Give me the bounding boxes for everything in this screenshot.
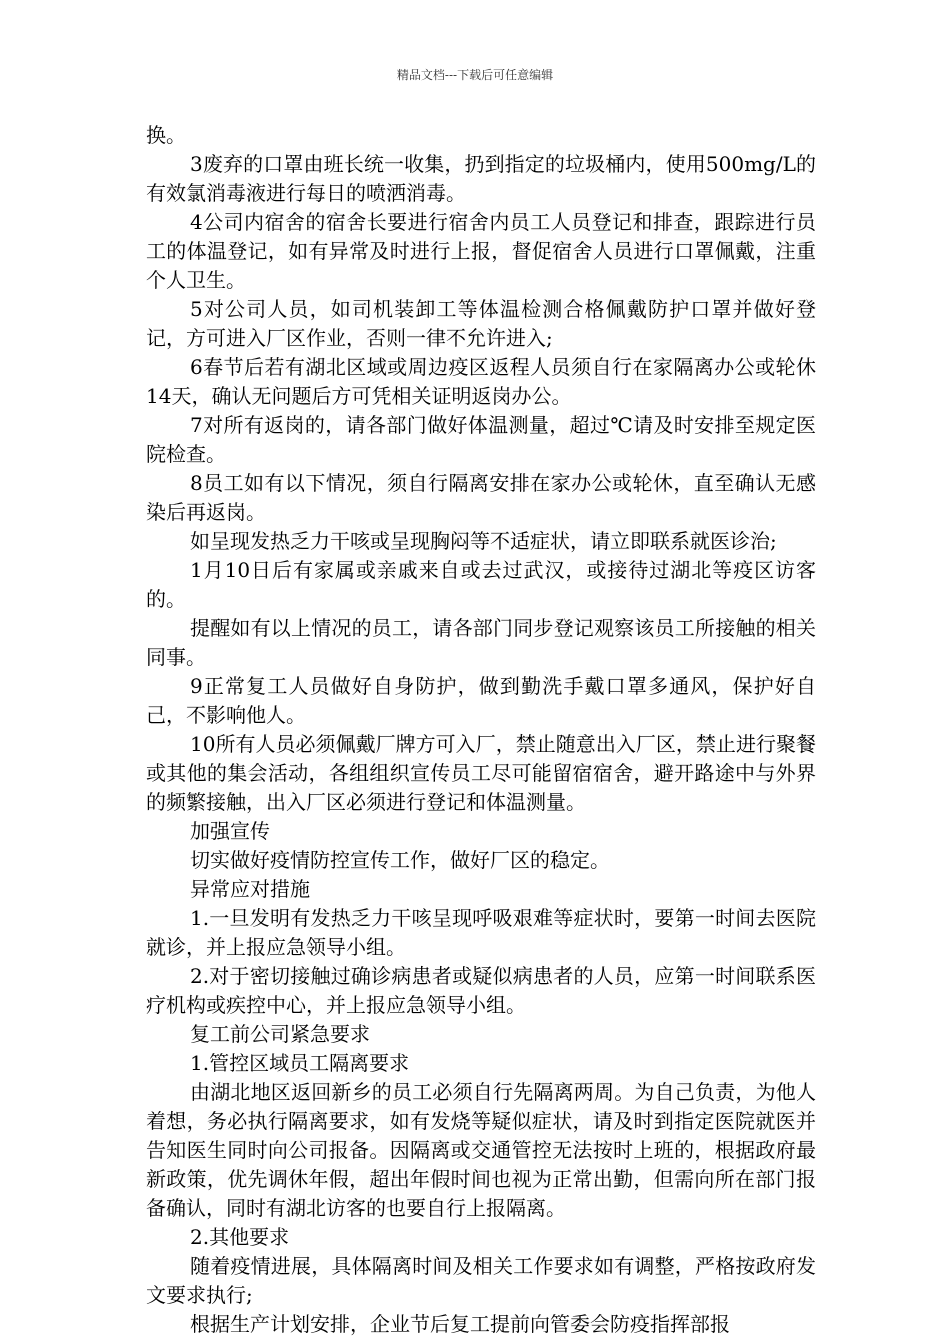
- document-body: [146, 121, 816, 1339]
- paragraph: 随着疫情进展，具体隔离时间及相关工作要求如有调整，严格按政府发文要求执行;: [146, 1254, 816, 1307]
- paragraph: 1.一旦发明有发热乏力干咳呈现呼吸艰难等症状时，要第一时间去医院就诊，并上报应急领导小组。: [146, 906, 816, 959]
- paragraph: 根据生产计划安排，企业节后复工提前向管委会防疫指挥部报: [190, 1312, 730, 1336]
- subsection-heading: 1.管控区域员工隔离要求: [190, 1051, 410, 1075]
- paragraph: 换。: [146, 123, 186, 147]
- paragraph: 10所有人员必须佩戴厂牌方可入厂，禁止随意出入厂区，禁止进行聚餐或其他的集会活动，各组组织宣传员工尽可能留宿宿舍，避开路途中与外界的频繁接触，出入厂区必须进行登记和体温测量。: [146, 732, 816, 814]
- paragraph: 由湖北地区返回新乡的员工必须自行先隔离两周。为自己负责，为他人着想，务必执行隔离要求，如有发烧等疑似症状，请及时到指定医院就医并告知医生同时向公司报备。因隔离或交通管控无法按时上班的，根据政府最新政策，优先调休年假，超出年假时间也视为正常出勤，但需向所在部门报备确认，同时有湖北访客的也要自行上报隔离。: [146, 1080, 816, 1220]
- section-heading: 加强宣传: [190, 819, 270, 843]
- paragraph: 9正常复工人员做好自身防护，做到勤洗手戴口罩多通风，保护好自己，不影响他人。: [146, 674, 816, 727]
- paragraph: 如呈现发热乏力干咳或呈现胸闷等不适症状，请立即联系就医诊治;: [190, 529, 777, 553]
- paragraph: 3废弃的口罩由班长统一收集，扔到指定的垃圾桶内，使用500mg/L的有效氯消毒液进行每日的喷洒消毒。: [146, 152, 816, 205]
- section-heading: 复工前公司紧急要求: [190, 1022, 370, 1046]
- paragraph: 切实做好疫情防控宣传工作，做好厂区的稳定。: [190, 848, 610, 872]
- paragraph: 8员工如有以下情况，须自行隔离安排在家办公或轮休，直至确认无感染后再返岗。: [146, 471, 816, 524]
- paragraph: 4公司内宿舍的宿舍长要进行宿舍内员工人员登记和排查，跟踪进行员工的体温登记，如有异常及时进行上报，督促宿舍人员进行口罩佩戴，注重个人卫生。: [146, 210, 816, 292]
- paragraph: 提醒如有以上情况的员工，请各部门同步登记观察该员工所接触的相关同事。: [146, 616, 816, 669]
- page-header: 精品文档---下载后可任意编辑: [396, 68, 554, 82]
- paragraph: 5对公司人员，如司机装卸工等体温检测合格佩戴防护口罩并做好登记，方可进入厂区作业，否则一律不允许进入;: [146, 297, 816, 350]
- subsection-heading: 2.其他要求: [190, 1225, 290, 1249]
- paragraph: 1月10日后有家属或亲戚来自或去过武汉，或接待过湖北等疫区访客的。: [146, 558, 816, 611]
- paragraph: 7对所有返岗的，请各部门做好体温测量，超过℃请及时安排至规定医院检查。: [146, 413, 816, 466]
- paragraph: 6春节后若有湖北区域或周边疫区返程人员须自行在家隔离办公或轮休14天，确认无问题后方可凭相关证明返岗办公。: [146, 355, 816, 408]
- paragraph: 2.对于密切接触过确诊病患者或疑似病患者的人员，应第一时间联系医疗机构或疾控中心，并上报应急领导小组。: [146, 964, 816, 1017]
- section-heading: 异常应对措施: [190, 877, 310, 901]
